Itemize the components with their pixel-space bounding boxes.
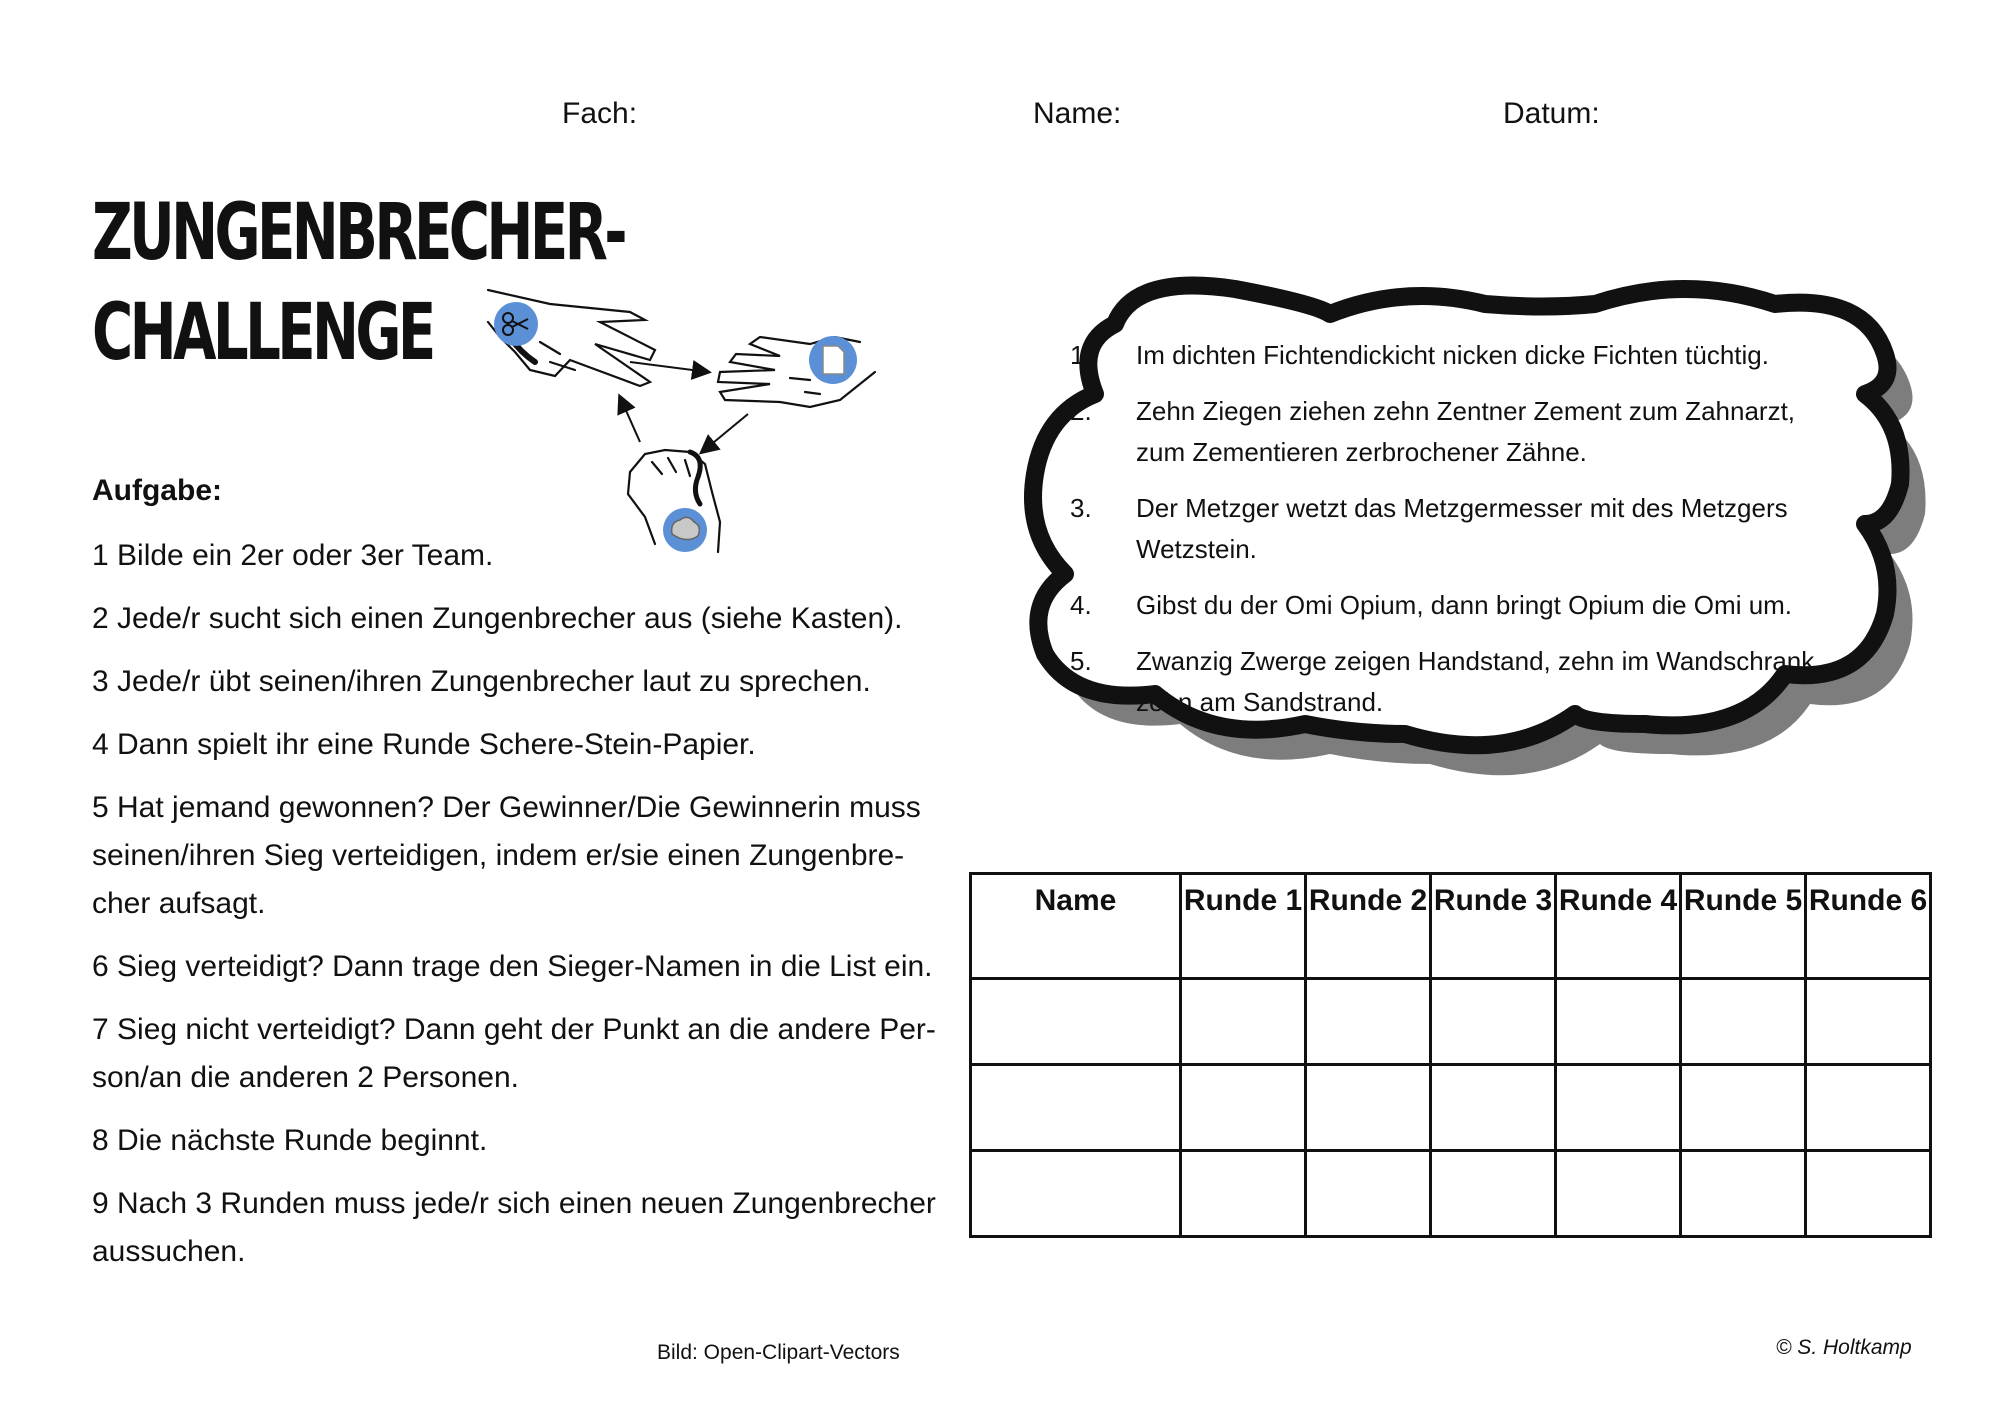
tongue-twister-item	[1070, 335, 1850, 376]
page-title-line-1: ZUNGENBRECHER-	[92, 188, 624, 278]
fach-label: Fach:	[562, 97, 638, 130]
column-header-round-5: Runde 5	[1681, 874, 1806, 979]
name-cell[interactable]	[971, 1065, 1181, 1151]
image-credit: Bild: Open-Clipart-Vectors	[657, 1341, 900, 1364]
task-step: 7 Sieg nicht verteidigt? Dann geht der Punkt an die andere Per-son/an die anderen 2 Personen.	[92, 1013, 936, 1094]
round-cell[interactable]	[1681, 979, 1806, 1065]
scissors-icon	[494, 302, 538, 346]
column-header-round-6: Runde 6	[1806, 874, 1931, 979]
round-cell[interactable]	[1556, 1151, 1681, 1237]
arrow-scissors-to-paper	[630, 362, 708, 372]
round-cell[interactable]	[1556, 1065, 1681, 1151]
round-cell[interactable]	[1181, 1065, 1306, 1151]
round-cell[interactable]	[1806, 979, 1931, 1065]
round-cell[interactable]	[1806, 1151, 1931, 1237]
round-cell[interactable]	[1431, 1065, 1556, 1151]
arrow-paper-to-rock	[702, 414, 748, 452]
round-cell[interactable]	[1681, 1065, 1806, 1151]
name-cell[interactable]	[971, 979, 1181, 1065]
task-step: 1 Bilde ein 2er oder 3er Team.	[92, 539, 494, 572]
item-number: 2.	[1070, 396, 1092, 426]
item-text: Zehn Ziegen ziehen zehn Zentner Zement zum Zahnarzt, zum Zementieren zerbrochener Zähne.	[1136, 396, 1796, 467]
rock-paper-scissors-illustration	[480, 282, 880, 572]
tongue-twister-item	[1070, 391, 1850, 473]
arrow-rock-to-scissors	[620, 397, 640, 442]
task-step: 5 Hat jemand gewonnen? Der Gewinner/Die Gewinnerin muss seinen/ihren Sieg verteidigen, indem er/sie einen Zungenbre-cher aufsagt.	[92, 791, 921, 920]
page-title-line-2: CHALLENGE	[92, 288, 433, 378]
task-step: 8 Die nächste Runde beginnt.	[92, 1124, 488, 1157]
score-table	[969, 872, 1932, 1238]
item-text: Im dichten Fichtendickicht nicken dicke Fichten tüchtig.	[1136, 340, 1769, 370]
task-heading: Aufgabe:	[92, 474, 222, 507]
round-cell[interactable]	[1431, 979, 1556, 1065]
item-text: Zwanzig Zwerge zeigen Handstand, zehn im Wandschrank, zehn am Sandstrand.	[1136, 646, 1822, 717]
tongue-twister-item	[1070, 488, 1850, 570]
item-number: 3.	[1070, 493, 1092, 523]
column-header-round-1: Runde 1	[1181, 874, 1306, 979]
tongue-twister-item	[1070, 641, 1850, 723]
round-cell[interactable]	[1306, 1151, 1431, 1237]
table-row	[971, 1065, 1931, 1151]
item-number: 5.	[1070, 646, 1092, 676]
item-text: Der Metzger wetzt das Metzgermesser mit des Metzgers Wetzstein.	[1136, 493, 1788, 564]
item-number: 1.	[1070, 340, 1092, 370]
name-label: Name:	[1033, 97, 1122, 130]
round-cell[interactable]	[1306, 1065, 1431, 1151]
column-header-round-4: Runde 4	[1556, 874, 1681, 979]
tongue-twister-item	[1070, 585, 1850, 626]
paper-icon	[809, 336, 857, 384]
name-cell[interactable]	[971, 1151, 1181, 1237]
round-cell[interactable]	[1431, 1151, 1556, 1237]
task-step: 6 Sieg verteidigt? Dann trage den Sieger-Namen in die List ein.	[92, 950, 933, 983]
task-steps	[92, 532, 952, 1291]
round-cell[interactable]	[1181, 979, 1306, 1065]
round-cell[interactable]	[1681, 1151, 1806, 1237]
datum-label: Datum:	[1503, 97, 1600, 130]
table-header-row	[971, 874, 1931, 979]
table-row	[971, 979, 1931, 1065]
copyright-notice: © S. Holtkamp	[1776, 1336, 1912, 1359]
task-step: 4 Dann spielt ihr eine Runde Schere-Stein-Papier.	[92, 728, 756, 761]
round-cell[interactable]	[1556, 979, 1681, 1065]
tongue-twister-list	[1070, 335, 1850, 738]
item-number: 4.	[1070, 590, 1092, 620]
column-header-round-2: Runde 2	[1306, 874, 1431, 979]
table-row	[971, 1151, 1931, 1237]
task-step: 3 Jede/r übt seinen/ihren Zungenbrecher laut zu sprechen.	[92, 665, 871, 698]
column-header-name: Name	[971, 874, 1181, 979]
task-step: 9 Nach 3 Runden muss jede/r sich einen neuen Zungenbrecher aussuchen.	[92, 1187, 936, 1268]
round-cell[interactable]	[1306, 979, 1431, 1065]
task-step: 2 Jede/r sucht sich einen Zungenbrecher aus (siehe Kasten).	[92, 602, 903, 635]
column-header-round-3: Runde 3	[1431, 874, 1556, 979]
round-cell[interactable]	[1806, 1065, 1931, 1151]
round-cell[interactable]	[1181, 1151, 1306, 1237]
item-text: Gibst du der Omi Opium, dann bringt Opium die Omi um.	[1136, 590, 1793, 620]
